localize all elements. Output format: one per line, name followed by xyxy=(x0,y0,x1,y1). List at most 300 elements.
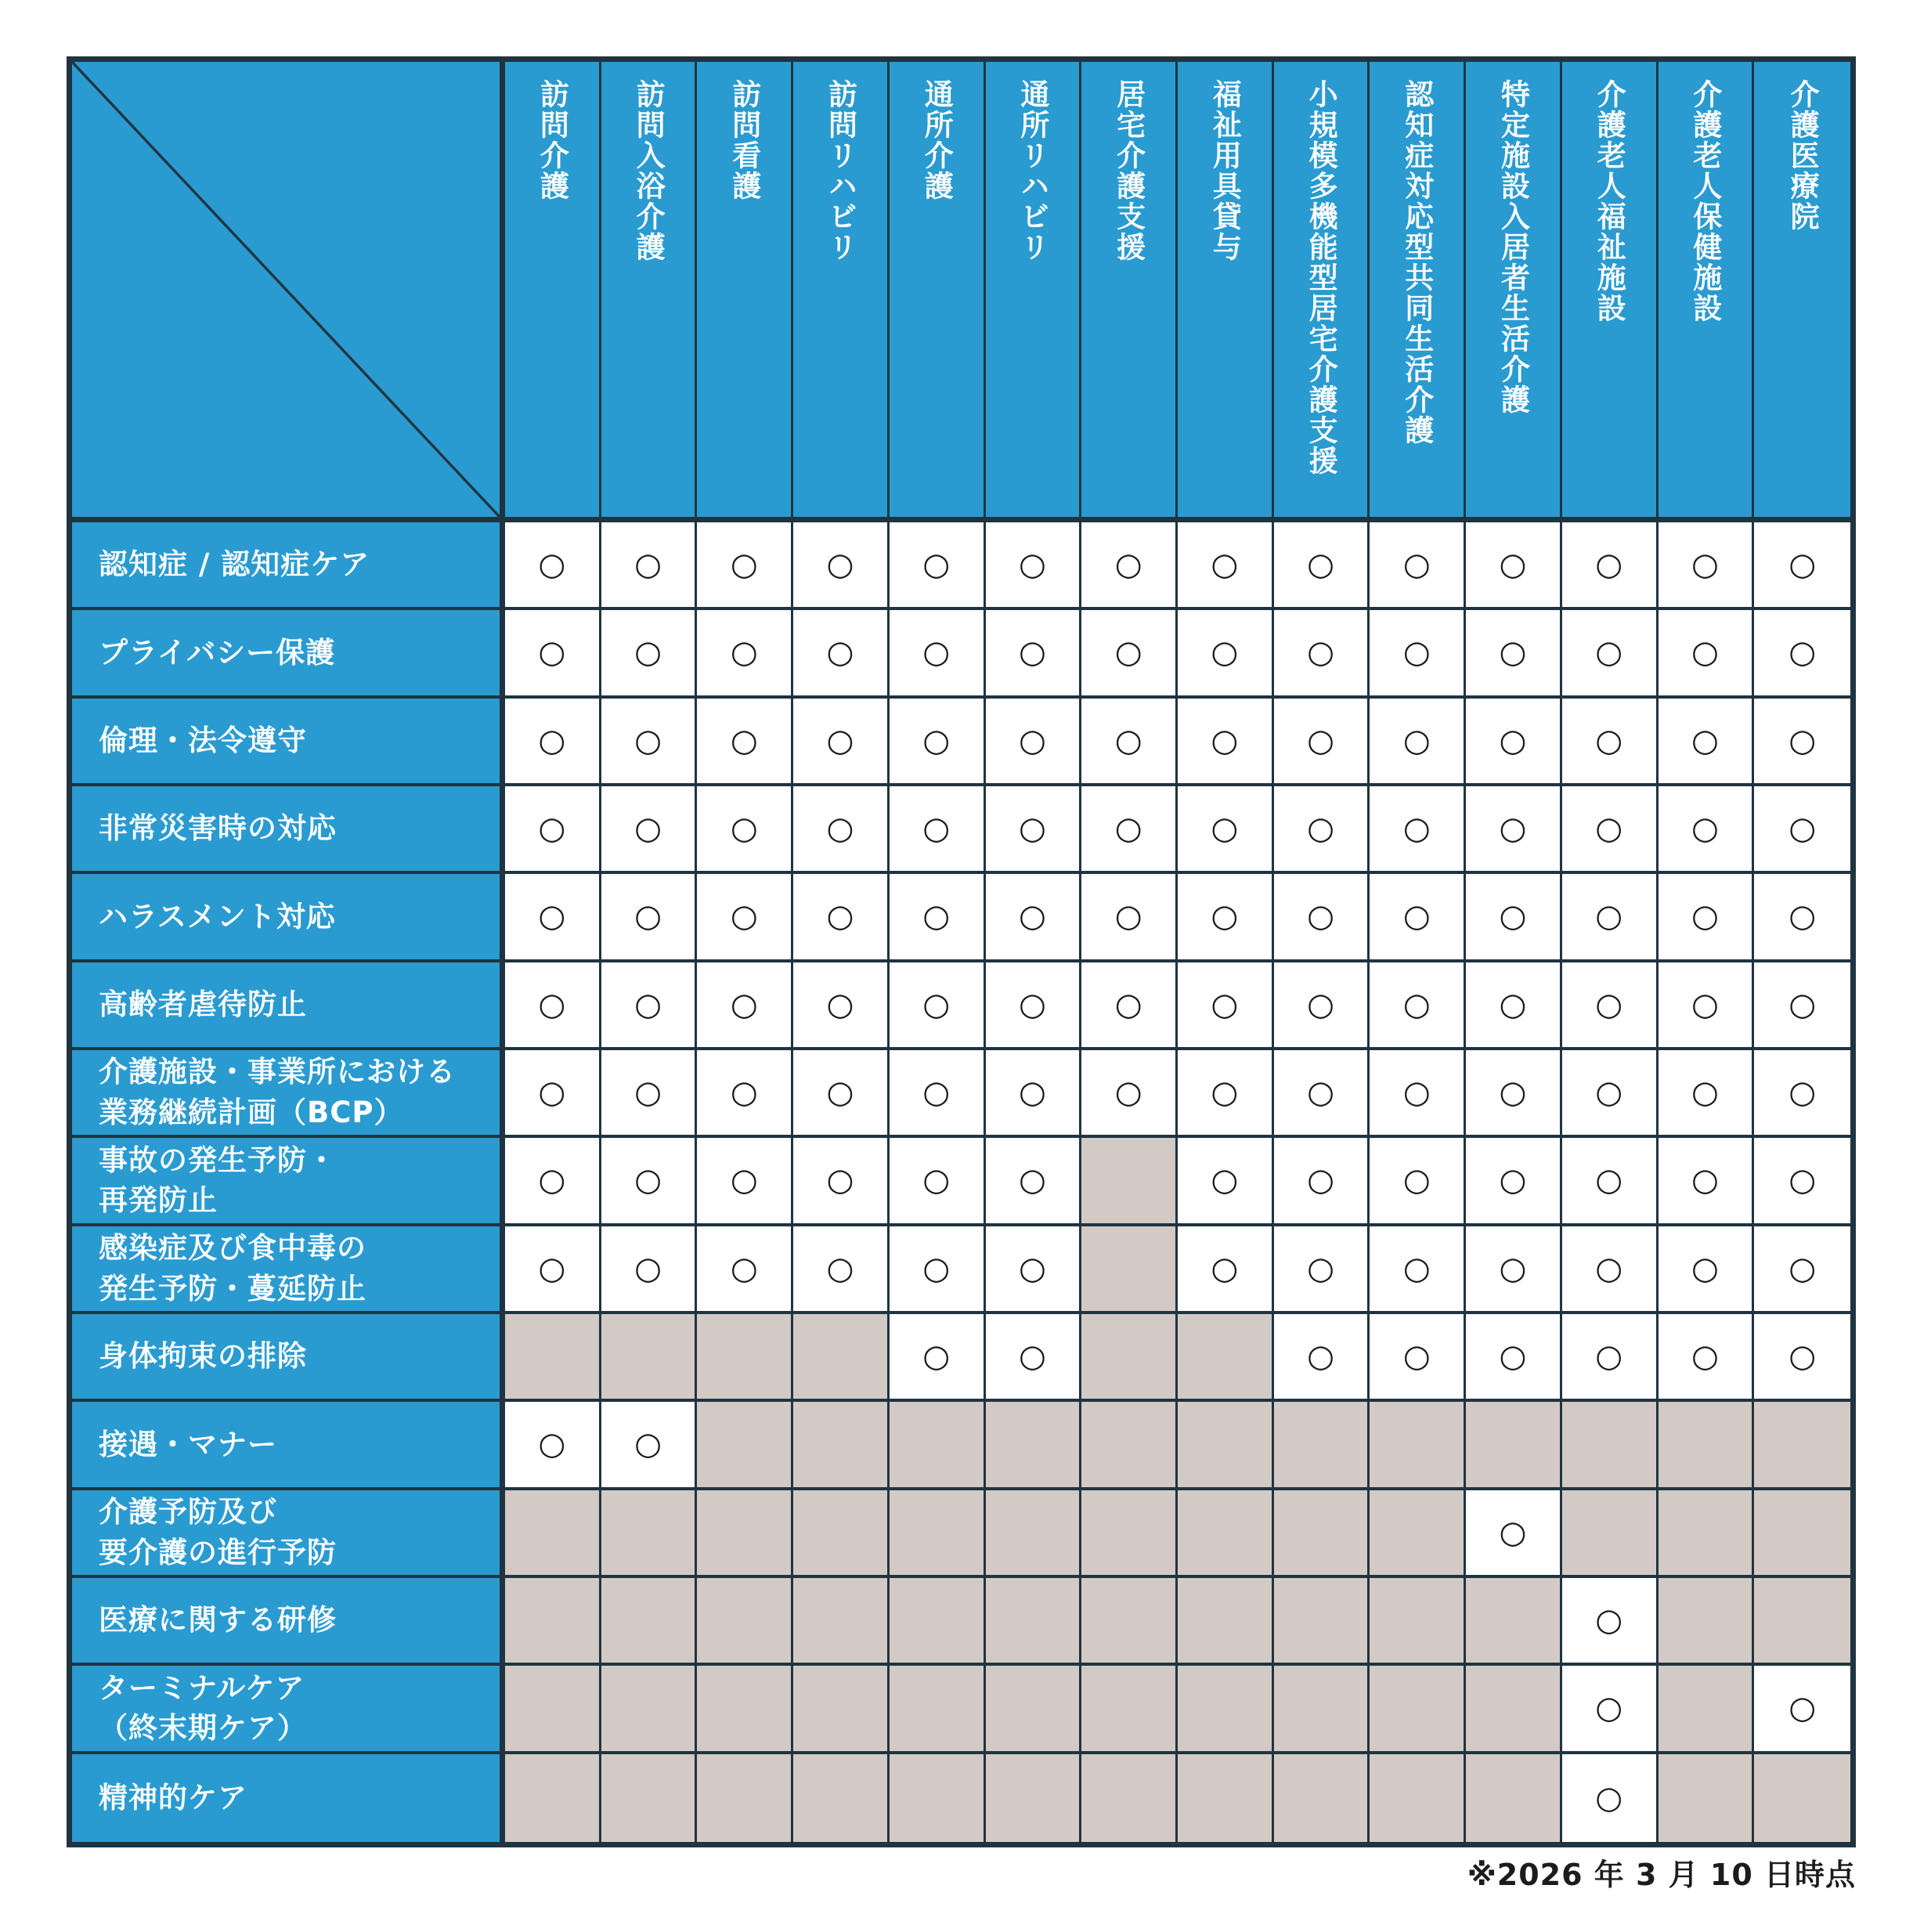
matrix-cell-applicable xyxy=(1370,610,1466,698)
circle-mark-icon: ○ xyxy=(1691,634,1719,671)
matrix-cell-applicable xyxy=(1754,1138,1850,1226)
matrix-cell-applicable xyxy=(890,1138,986,1226)
row-header-label: 事故の発生予防・ 再発防止 xyxy=(99,1143,337,1218)
circle-mark-icon: ○ xyxy=(922,1162,951,1199)
row-header xyxy=(72,1402,505,1490)
column-header xyxy=(1274,62,1370,522)
column-header-label: 認知症対応型共同生活介護 xyxy=(1399,79,1434,446)
column-header-label: 特定施設入居者生活介護 xyxy=(1496,79,1530,415)
matrix-cell-applicable xyxy=(1178,786,1274,874)
matrix-cell-not-applicable xyxy=(986,1666,1082,1753)
circle-mark-icon: ○ xyxy=(1018,722,1046,759)
matrix-cell-applicable xyxy=(1081,962,1178,1050)
circle-mark-icon: ○ xyxy=(538,1162,566,1199)
matrix-cell-not-applicable xyxy=(986,1578,1082,1666)
row-header-label: 感染症及び食中毒の 発生予防・蔓延防止 xyxy=(99,1231,366,1305)
circle-mark-icon: ○ xyxy=(1595,1074,1623,1111)
matrix-cell-not-applicable xyxy=(1466,1666,1562,1753)
circle-mark-icon: ○ xyxy=(538,811,566,847)
matrix-cell-not-applicable xyxy=(1081,1490,1178,1578)
circle-mark-icon: ○ xyxy=(1307,1162,1335,1199)
matrix-cell-applicable xyxy=(601,699,698,786)
matrix-cell-applicable xyxy=(986,1314,1082,1402)
matrix-cell-applicable xyxy=(1562,874,1659,962)
circle-mark-icon: ○ xyxy=(634,986,662,1023)
matrix-cell-not-applicable xyxy=(890,1578,986,1666)
matrix-cell-applicable xyxy=(1081,786,1178,874)
circle-mark-icon: ○ xyxy=(826,986,854,1023)
matrix-cell-applicable xyxy=(793,699,890,786)
row-header xyxy=(72,786,505,874)
column-header-label: 福祉用具貸与 xyxy=(1207,79,1242,262)
column-header xyxy=(601,62,698,522)
matrix-cell-applicable xyxy=(697,1226,793,1314)
matrix-cell-applicable xyxy=(793,1050,890,1138)
matrix-cell-not-applicable xyxy=(1562,1490,1659,1578)
matrix-cell-applicable xyxy=(1274,1050,1370,1138)
circle-mark-icon: ○ xyxy=(1307,1338,1335,1375)
matrix-cell-applicable xyxy=(986,786,1082,874)
row-header-label: ターミナルケア （終末期ケア） xyxy=(99,1670,307,1746)
matrix-cell-not-applicable xyxy=(1659,1402,1755,1490)
circle-mark-icon: ○ xyxy=(1691,898,1719,935)
circle-mark-icon: ○ xyxy=(730,1162,758,1199)
circle-mark-icon: ○ xyxy=(922,898,951,935)
matrix-cell-not-applicable xyxy=(697,1314,793,1402)
circle-mark-icon: ○ xyxy=(1499,1338,1527,1375)
circle-mark-icon: ○ xyxy=(730,634,758,671)
matrix-cell-applicable xyxy=(1562,962,1659,1050)
matrix-cell-applicable xyxy=(1562,786,1659,874)
circle-mark-icon: ○ xyxy=(634,547,662,583)
circle-mark-icon: ○ xyxy=(538,898,566,935)
circle-mark-icon: ○ xyxy=(1307,634,1335,671)
matrix-cell-not-applicable xyxy=(505,1578,601,1666)
circle-mark-icon: ○ xyxy=(1595,634,1623,671)
matrix-cell-applicable xyxy=(890,1314,986,1402)
matrix-cell-not-applicable xyxy=(1754,1578,1850,1666)
matrix-cell-not-applicable xyxy=(1466,1578,1562,1666)
circle-mark-icon: ○ xyxy=(1114,547,1142,583)
matrix-cell-not-applicable xyxy=(793,1490,890,1578)
column-header xyxy=(793,62,890,522)
matrix-cell-applicable xyxy=(1562,1578,1659,1666)
matrix-cell-not-applicable xyxy=(1274,1666,1370,1753)
circle-mark-icon: ○ xyxy=(1595,1338,1623,1375)
circle-mark-icon: ○ xyxy=(634,722,662,759)
circle-mark-icon: ○ xyxy=(1307,1250,1335,1287)
matrix-cell-applicable xyxy=(890,610,986,698)
row-header xyxy=(72,522,505,610)
circle-mark-icon: ○ xyxy=(634,1162,662,1199)
matrix-cell-applicable xyxy=(1659,786,1755,874)
matrix-cell-not-applicable xyxy=(1081,1226,1178,1314)
circle-mark-icon: ○ xyxy=(1114,986,1142,1023)
matrix-cell-applicable xyxy=(1659,1050,1755,1138)
matrix-cell-applicable xyxy=(986,610,1082,698)
matrix-cell-applicable xyxy=(793,1226,890,1314)
circle-mark-icon: ○ xyxy=(1595,898,1623,935)
matrix-cell-not-applicable xyxy=(1274,1402,1370,1490)
matrix-cell-applicable xyxy=(890,1050,986,1138)
matrix-cell-applicable xyxy=(1178,1138,1274,1226)
matrix-cell-not-applicable xyxy=(1081,1314,1178,1402)
matrix-cell-not-applicable xyxy=(1274,1578,1370,1666)
matrix-cell-applicable xyxy=(601,1138,698,1226)
matrix-cell-applicable xyxy=(601,874,698,962)
matrix-cell-applicable xyxy=(1370,1226,1466,1314)
matrix-cell-not-applicable xyxy=(1370,1402,1466,1490)
matrix-cell-not-applicable xyxy=(1370,1666,1466,1753)
matrix-cell-applicable xyxy=(1562,1138,1659,1226)
circle-mark-icon: ○ xyxy=(1788,986,1817,1023)
matrix-cell-applicable xyxy=(1659,610,1755,698)
matrix-cell-applicable xyxy=(1466,522,1562,610)
matrix-cell-applicable xyxy=(1081,874,1178,962)
matrix-cell-applicable xyxy=(1466,699,1562,786)
matrix-cell-applicable xyxy=(505,610,601,698)
matrix-cell-not-applicable xyxy=(601,1578,698,1666)
circle-mark-icon: ○ xyxy=(1402,722,1431,759)
matrix-cell-applicable xyxy=(1178,522,1274,610)
matrix-cell-applicable xyxy=(1370,874,1466,962)
matrix-cell-applicable xyxy=(505,786,601,874)
matrix-cell-applicable xyxy=(1081,610,1178,698)
matrix-cell-applicable xyxy=(1178,699,1274,786)
matrix-cell-applicable xyxy=(793,874,890,962)
matrix-cell-applicable xyxy=(601,1402,698,1490)
matrix-cell-not-applicable xyxy=(1178,1754,1274,1842)
matrix-cell-not-applicable xyxy=(890,1666,986,1753)
matrix-cell-applicable xyxy=(505,874,601,962)
row-header xyxy=(72,1578,505,1666)
circle-mark-icon: ○ xyxy=(1691,1074,1719,1111)
training-matrix-table xyxy=(67,56,1856,1847)
column-header xyxy=(986,62,1082,522)
matrix-cell-not-applicable xyxy=(697,1666,793,1753)
circle-mark-icon: ○ xyxy=(538,1074,566,1111)
matrix-cell-applicable xyxy=(697,962,793,1050)
matrix-cell-not-applicable xyxy=(1754,1402,1850,1490)
matrix-cell-not-applicable xyxy=(986,1402,1082,1490)
matrix-cell-applicable xyxy=(697,522,793,610)
circle-mark-icon: ○ xyxy=(1211,547,1239,583)
circle-mark-icon: ○ xyxy=(1499,722,1527,759)
circle-mark-icon: ○ xyxy=(1499,1162,1527,1199)
row-header xyxy=(72,1226,505,1314)
matrix-cell-applicable xyxy=(1466,786,1562,874)
matrix-cell-applicable xyxy=(1562,1754,1659,1842)
circle-mark-icon: ○ xyxy=(1499,811,1527,847)
circle-mark-icon: ○ xyxy=(1018,634,1046,671)
matrix-cell-applicable xyxy=(697,1050,793,1138)
matrix-cell-applicable xyxy=(1659,522,1755,610)
circle-mark-icon: ○ xyxy=(1499,634,1527,671)
circle-mark-icon: ○ xyxy=(826,634,854,671)
matrix-cell-applicable xyxy=(1178,610,1274,698)
circle-mark-icon: ○ xyxy=(1499,898,1527,935)
matrix-cell-not-applicable xyxy=(1274,1754,1370,1842)
matrix-cell-applicable xyxy=(1370,1050,1466,1138)
circle-mark-icon: ○ xyxy=(1788,1162,1817,1199)
matrix-cell-not-applicable xyxy=(986,1490,1082,1578)
circle-mark-icon: ○ xyxy=(922,986,951,1023)
matrix-cell-applicable xyxy=(1754,1050,1850,1138)
matrix-cell-applicable xyxy=(1274,1226,1370,1314)
matrix-cell-applicable xyxy=(986,1138,1082,1226)
matrix-cell-applicable xyxy=(1754,1226,1850,1314)
matrix-cell-applicable xyxy=(986,874,1082,962)
row-header xyxy=(72,1754,505,1842)
matrix-cell-not-applicable xyxy=(793,1314,890,1402)
circle-mark-icon: ○ xyxy=(1402,1162,1431,1199)
circle-mark-icon: ○ xyxy=(1595,547,1623,583)
circle-mark-icon: ○ xyxy=(730,547,758,583)
circle-mark-icon: ○ xyxy=(1402,1074,1431,1111)
matrix-cell-applicable xyxy=(793,786,890,874)
matrix-cell-not-applicable xyxy=(1178,1490,1274,1578)
circle-mark-icon: ○ xyxy=(1307,986,1335,1023)
matrix-cell-applicable xyxy=(1562,610,1659,698)
matrix-cell-not-applicable xyxy=(1081,1754,1178,1842)
matrix-cell-applicable xyxy=(1370,1138,1466,1226)
circle-mark-icon: ○ xyxy=(1211,634,1239,671)
circle-mark-icon: ○ xyxy=(1114,722,1142,759)
matrix-cell-not-applicable xyxy=(1081,1402,1178,1490)
matrix-cell-applicable xyxy=(1562,1314,1659,1402)
circle-mark-icon: ○ xyxy=(730,811,758,847)
matrix-cell-applicable xyxy=(1274,699,1370,786)
matrix-cell-applicable xyxy=(1466,1490,1562,1578)
row-header-label: プライバシー保護 xyxy=(99,635,336,670)
matrix-cell-not-applicable xyxy=(793,1666,890,1753)
matrix-cell-not-applicable xyxy=(890,1754,986,1842)
row-header-label: 介護予防及び 要介護の進行予防 xyxy=(99,1495,337,1569)
circle-mark-icon: ○ xyxy=(538,1250,566,1287)
matrix-cell-not-applicable xyxy=(697,1754,793,1842)
matrix-cell-applicable xyxy=(1274,1314,1370,1402)
matrix-cell-applicable xyxy=(601,522,698,610)
circle-mark-icon: ○ xyxy=(1402,898,1431,935)
circle-mark-icon: ○ xyxy=(1114,1074,1142,1111)
circle-mark-icon: ○ xyxy=(1307,547,1335,583)
circle-mark-icon: ○ xyxy=(730,898,758,935)
circle-mark-icon: ○ xyxy=(1691,1250,1719,1287)
circle-mark-icon: ○ xyxy=(1499,547,1527,583)
matrix-cell-applicable xyxy=(890,962,986,1050)
diagonal-line xyxy=(72,62,500,517)
column-header xyxy=(505,62,601,522)
circle-mark-icon: ○ xyxy=(1595,986,1623,1023)
matrix-cell-not-applicable xyxy=(1562,1402,1659,1490)
matrix-cell-applicable xyxy=(890,1226,986,1314)
matrix-cell-applicable xyxy=(697,610,793,698)
matrix-cell-applicable xyxy=(1562,1050,1659,1138)
matrix-cell-not-applicable xyxy=(1466,1754,1562,1842)
circle-mark-icon: ○ xyxy=(922,722,951,759)
matrix-cell-applicable xyxy=(1370,522,1466,610)
matrix-cell-applicable xyxy=(986,1050,1082,1138)
matrix-cell-not-applicable xyxy=(1659,1754,1755,1842)
circle-mark-icon: ○ xyxy=(634,1426,662,1463)
matrix-cell-applicable xyxy=(1466,610,1562,698)
row-header xyxy=(72,1138,505,1226)
matrix-cell-applicable xyxy=(1274,874,1370,962)
circle-mark-icon: ○ xyxy=(634,1074,662,1111)
circle-mark-icon: ○ xyxy=(1691,1338,1719,1375)
matrix-cell-applicable xyxy=(601,1226,698,1314)
column-header xyxy=(1754,62,1850,522)
circle-mark-icon: ○ xyxy=(1402,986,1431,1023)
row-header xyxy=(72,610,505,698)
matrix-cell-applicable xyxy=(1178,874,1274,962)
circle-mark-icon: ○ xyxy=(826,547,854,583)
matrix-cell-applicable xyxy=(505,1402,601,1490)
column-header-label: 訪問看護 xyxy=(727,79,761,201)
row-header-label: ハラスメント対応 xyxy=(99,899,336,933)
circle-mark-icon: ○ xyxy=(1595,811,1623,847)
matrix-cell-applicable xyxy=(793,522,890,610)
row-header-label: 精神的ケア xyxy=(99,1780,247,1815)
matrix-cell-applicable xyxy=(1754,786,1850,874)
matrix-cell-applicable xyxy=(1562,1666,1659,1753)
matrix-cell-applicable xyxy=(1178,962,1274,1050)
matrix-cell-not-applicable xyxy=(1754,1754,1850,1842)
circle-mark-icon: ○ xyxy=(1018,1162,1046,1199)
matrix-cell-applicable xyxy=(505,699,601,786)
matrix-cell-not-applicable xyxy=(601,1490,698,1578)
matrix-cell-not-applicable xyxy=(793,1402,890,1490)
matrix-cell-applicable xyxy=(1466,1314,1562,1402)
matrix-cell-applicable xyxy=(697,1138,793,1226)
circle-mark-icon: ○ xyxy=(1595,1162,1623,1199)
matrix-cell-applicable xyxy=(1370,1314,1466,1402)
circle-mark-icon: ○ xyxy=(826,898,854,935)
column-header-label: 小規模多機能型居宅介護支援 xyxy=(1304,79,1338,476)
circle-mark-icon: ○ xyxy=(1402,811,1431,847)
matrix-cell-applicable xyxy=(986,1226,1082,1314)
row-header xyxy=(72,962,505,1050)
circle-mark-icon: ○ xyxy=(634,634,662,671)
matrix-cell-applicable xyxy=(1754,1666,1850,1753)
row-header xyxy=(72,1666,505,1753)
circle-mark-icon: ○ xyxy=(1595,1779,1623,1816)
circle-mark-icon: ○ xyxy=(1211,1074,1239,1111)
circle-mark-icon: ○ xyxy=(1595,1602,1623,1639)
circle-mark-icon: ○ xyxy=(826,1074,854,1111)
circle-mark-icon: ○ xyxy=(538,634,566,671)
circle-mark-icon: ○ xyxy=(1691,547,1719,583)
matrix-cell-not-applicable xyxy=(1370,1490,1466,1578)
matrix-cell-not-applicable xyxy=(1659,1666,1755,1753)
circle-mark-icon: ○ xyxy=(1691,811,1719,847)
matrix-cell-not-applicable xyxy=(1754,1490,1850,1578)
circle-mark-icon: ○ xyxy=(1788,811,1817,847)
circle-mark-icon: ○ xyxy=(1788,547,1817,583)
matrix-cell-applicable xyxy=(1562,522,1659,610)
matrix-cell-applicable xyxy=(505,1050,601,1138)
circle-mark-icon: ○ xyxy=(1307,811,1335,847)
circle-mark-icon: ○ xyxy=(922,1074,951,1111)
matrix-cell-applicable xyxy=(986,962,1082,1050)
matrix-cell-not-applicable xyxy=(986,1754,1082,1842)
circle-mark-icon: ○ xyxy=(538,986,566,1023)
circle-mark-icon: ○ xyxy=(538,722,566,759)
column-header-label: 訪問リハビリ xyxy=(823,79,857,262)
column-header-label: 訪問入浴介護 xyxy=(631,79,666,262)
circle-mark-icon: ○ xyxy=(1211,1162,1239,1199)
matrix-cell-applicable xyxy=(986,699,1082,786)
circle-mark-icon: ○ xyxy=(1402,547,1431,583)
circle-mark-icon: ○ xyxy=(730,1074,758,1111)
row-header xyxy=(72,1490,505,1578)
matrix-cell-not-applicable xyxy=(1081,1666,1178,1753)
column-header-label: 介護老人保健施設 xyxy=(1687,79,1722,323)
circle-mark-icon: ○ xyxy=(1499,986,1527,1023)
matrix-cell-applicable xyxy=(793,962,890,1050)
matrix-cell-not-applicable xyxy=(1274,1490,1370,1578)
row-header xyxy=(72,1050,505,1138)
matrix-cell-not-applicable xyxy=(601,1666,698,1753)
column-header-label: 訪問介護 xyxy=(535,79,569,201)
column-header-label: 通所介護 xyxy=(919,79,954,201)
circle-mark-icon: ○ xyxy=(538,547,566,583)
matrix-cell-applicable xyxy=(1370,699,1466,786)
matrix-cell-applicable xyxy=(793,1138,890,1226)
circle-mark-icon: ○ xyxy=(1402,634,1431,671)
circle-mark-icon: ○ xyxy=(730,986,758,1023)
circle-mark-icon: ○ xyxy=(1018,1338,1046,1375)
matrix-cell-applicable xyxy=(1659,1226,1755,1314)
matrix-cell-applicable xyxy=(1274,522,1370,610)
matrix-cell-not-applicable xyxy=(1370,1578,1466,1666)
row-header-label: 非常災害時の対応 xyxy=(99,811,337,846)
matrix-cell-applicable xyxy=(1754,874,1850,962)
column-header xyxy=(1370,62,1466,522)
matrix-cell-applicable xyxy=(986,522,1082,610)
circle-mark-icon: ○ xyxy=(1788,1690,1817,1727)
circle-mark-icon: ○ xyxy=(1114,811,1142,847)
matrix-cell-applicable xyxy=(1466,874,1562,962)
matrix-cell-applicable xyxy=(1754,1314,1850,1402)
circle-mark-icon: ○ xyxy=(730,722,758,759)
matrix-cell-applicable xyxy=(505,1226,601,1314)
row-header xyxy=(72,874,505,962)
circle-mark-icon: ○ xyxy=(1402,1338,1431,1375)
row-header-label: 高齢者虐待防止 xyxy=(99,987,307,1021)
circle-mark-icon: ○ xyxy=(1307,722,1335,759)
matrix-cell-applicable xyxy=(1754,610,1850,698)
circle-mark-icon: ○ xyxy=(826,1250,854,1287)
matrix-cell-applicable xyxy=(1274,962,1370,1050)
matrix-cell-not-applicable xyxy=(793,1578,890,1666)
matrix-cell-not-applicable xyxy=(1370,1754,1466,1842)
matrix-cell-applicable xyxy=(890,699,986,786)
matrix-cell-applicable xyxy=(1466,962,1562,1050)
matrix-cell-applicable xyxy=(697,874,793,962)
row-header-label: 介護施設・事業所における 業務継続計画（BCP） xyxy=(99,1055,456,1130)
matrix-cell-not-applicable xyxy=(505,1666,601,1753)
column-header-label: 介護医療院 xyxy=(1785,79,1820,232)
row-header-label: 接遇・マナー xyxy=(99,1427,277,1461)
matrix-cell-applicable xyxy=(890,874,986,962)
matrix-cell-applicable xyxy=(1370,962,1466,1050)
column-header xyxy=(1562,62,1659,522)
circle-mark-icon: ○ xyxy=(1018,898,1046,935)
matrix-cell-applicable xyxy=(1754,522,1850,610)
matrix-cell-applicable xyxy=(1562,1226,1659,1314)
column-header-label: 通所リハビリ xyxy=(1015,79,1049,262)
